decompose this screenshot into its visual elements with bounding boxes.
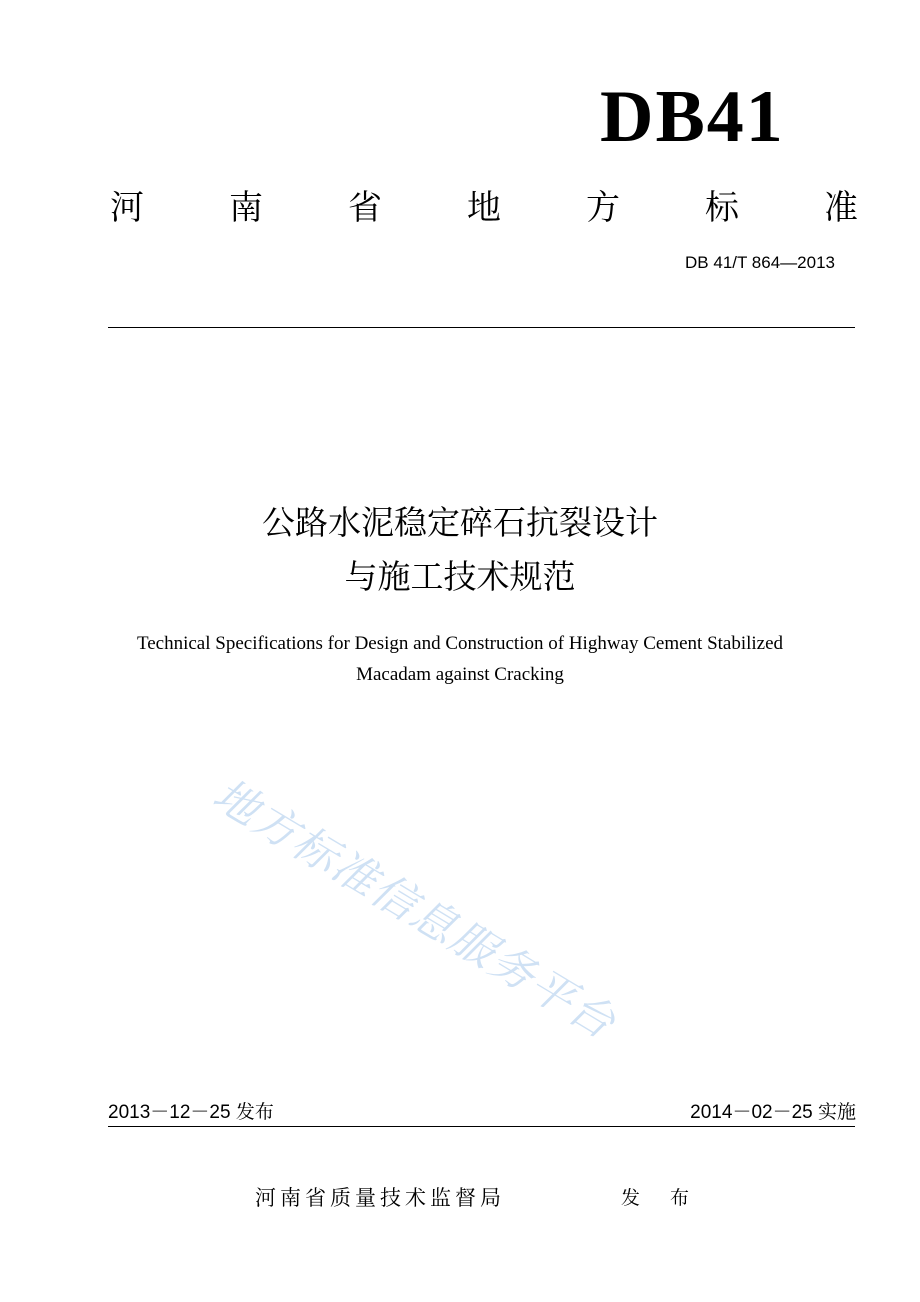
standard-type-char: 地 (467, 187, 501, 228)
standard-number: DB 41/T 864—2013 (685, 253, 835, 272)
header-divider (108, 327, 855, 328)
watermark-container (204, 769, 690, 1050)
standard-type-char: 河 (110, 187, 144, 228)
footer-divider (108, 1126, 855, 1127)
standard-type-char: 省 (348, 187, 382, 228)
issue-date: 2013－12－25 发布 (108, 1102, 274, 1123)
title-english-line-1: Technical Specifications for Design and Construction of Highway Cement Stabilized (136, 633, 784, 654)
publisher-name: 河南省质量技术监督局 (255, 1186, 505, 1210)
title-english-line-2: Macadam against Cracking (356, 664, 564, 685)
title-chinese-line-2: 与施工技术规范 (344, 557, 576, 596)
watermark-text: 地方标准信息服务平台 (204, 769, 625, 1050)
standard-code-heading: DB41 (600, 76, 785, 158)
publish-label: 发 布 (621, 1187, 702, 1209)
standard-type-heading (108, 178, 860, 230)
standard-type-char: 南 (229, 187, 263, 228)
standard-type-char: 标 (705, 187, 739, 228)
title-chinese-line-1: 公路水泥稳定碎石抗裂设计 (262, 503, 658, 542)
implementation-date: 2014－02－25 实施 (690, 1102, 856, 1123)
standard-type-char: 方 (586, 187, 620, 228)
standard-type-char: 准 (824, 187, 858, 228)
